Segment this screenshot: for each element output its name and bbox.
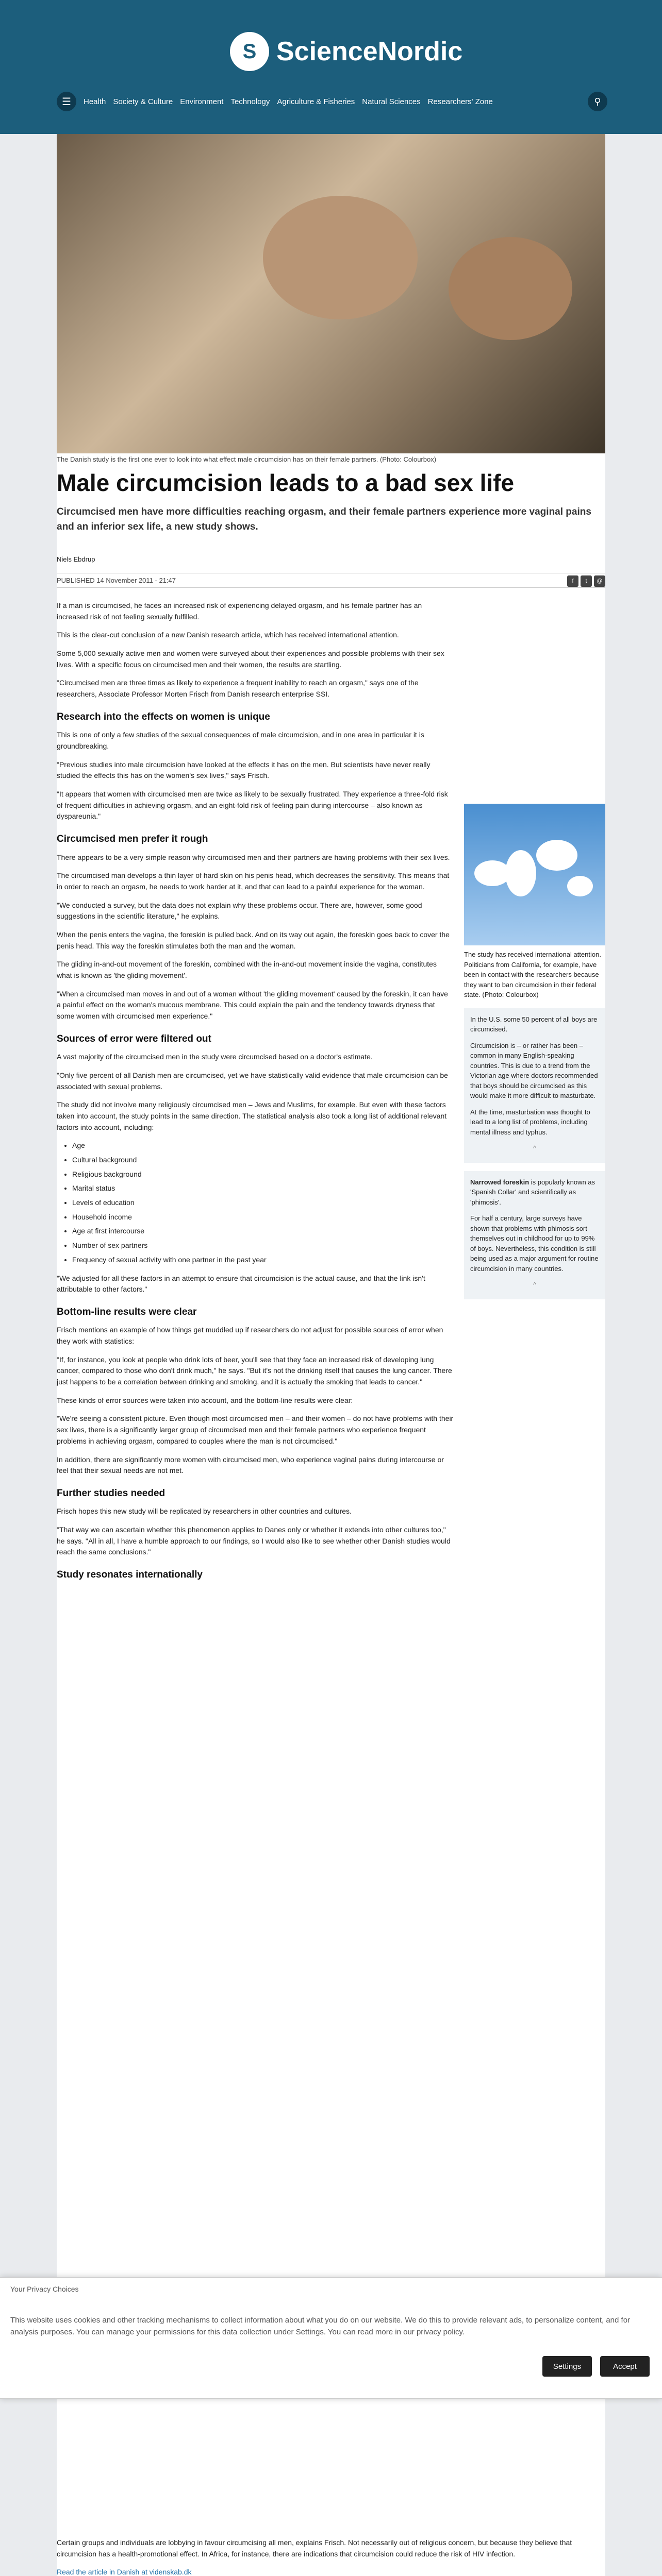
paragraph: The circumcised man develops a thin layer of hard skin on his penis head, which decreases the sensitivity. This means that in order to reach an orgasm, he needs to work harder at it, and that can lead to a painful experience for the woman.	[57, 871, 450, 891]
publish-date: PUBLISHED 14 November 2011 - 21:47	[57, 577, 176, 584]
search-icon[interactable]: ⚲	[588, 92, 607, 111]
hero-caption: The Danish study is the first one ever to look into what effect male circumcision has on their female partners. (Photo: Colourbox)	[57, 455, 437, 463]
menu-icon[interactable]: ☰	[57, 92, 76, 111]
factbox-text: Circumcision is – or rather has been – common in many English-speaking countries. This is due to a trend from the Victorian age where doctors recommended that boys should be circumcised as this would make it more difficult to masturbate.	[470, 1041, 598, 1099]
list-item: • Frequency of sexual activity with one partner in the past year	[72, 1255, 454, 1266]
paragraph: There appears to be a very simple reason why circumcised men and their partners are having problems with their sex lives.	[57, 853, 450, 861]
paragraph: If a man is circumcised, he faces an increased risk of experiencing delayed orgasm, and his female partner has an increased risk of not feeling sexually fulfilled.	[57, 601, 422, 621]
email-icon[interactable]: @	[594, 575, 605, 587]
cloud-image	[464, 804, 605, 945]
paragraph: Frisch hopes this new study will be replicated by researchers in other countries and cultures.	[57, 1507, 352, 1516]
privacy-banner	[0, 2277, 662, 2399]
nav-item-society[interactable]: Society & Culture	[113, 97, 173, 106]
paragraph: "We conducted a survey, but the data does not explain why these problems occur. There are, however, some good suggestions in the scientific literature," he explains.	[57, 901, 422, 921]
facebook-icon[interactable]: f	[567, 575, 578, 587]
list-item: • Marital status	[72, 1183, 454, 1194]
author-name[interactable]: Niels Ebdrup	[57, 555, 95, 563]
factbox-term: Narrowed foreskin	[470, 1178, 529, 1186]
paragraph: This is the clear-cut conclusion of a new Danish research article, which has received international attention.	[57, 631, 399, 639]
list-item: • Household income	[72, 1212, 454, 1223]
section-heading: Research into the effects on women is unique	[57, 711, 270, 722]
site-name: ScienceNordic	[276, 37, 463, 66]
paragraph: "Previous studies into male circumcision have looked at the effects it has on the men. But scientists have never really studied the effects this has on the women's sex lives," says Frisch.	[57, 760, 431, 780]
collapse-icon[interactable]: ^	[533, 1144, 537, 1152]
section-heading: Sources of error were filtered out	[57, 1033, 211, 1044]
list-item: • Levels of education	[72, 1197, 454, 1209]
nav-item-agriculture[interactable]: Agriculture & Fisheries	[277, 97, 355, 106]
paragraph: "We're seeing a consistent picture. Even though most circumcised men – and their women – do not have problems with their sex lives, there is a significantly larger group of circumcised men and their female partners who experience frequent problems in achieving orgasm, compared to couples where the man is not circumcised."	[57, 1414, 454, 1445]
paragraph: "If, for instance, you look at people who drink lots of beer, you'll see that they face an increased risk of developing lung cancer, compared to those who don't drink much," he says. "But it's not the drinking itself that causes the lung cancer. There just happens to be a correlation between drinking and smoking, and it is actually the smoking that leads to cancer."	[57, 1355, 452, 1386]
list-item: • Religious background	[72, 1169, 454, 1180]
factbox-circumcision	[464, 1008, 605, 1163]
section-heading: Study resonates internationally	[57, 1569, 203, 1581]
factbox-foreskin	[464, 1171, 605, 1299]
hero-image	[57, 134, 605, 453]
article-body	[57, 600, 454, 1588]
privacy-title: Your Privacy Choices	[10, 2285, 79, 2293]
paragraph: The study did not involve many religiously circumcised men – Jews and Muslims, for example. But even with these factors taken into account, the study points in the same direction. The statistical analysis also took a long list of additional relevant factors into account, including:	[57, 1100, 447, 1131]
paragraph: This is one of only a few studies of the sexual consequences of male circumcision, and in one area in particular it is groundbreaking.	[57, 731, 424, 750]
paragraph: These kinds of error sources were taken into account, and the bottom-line results were clear:	[57, 1396, 353, 1404]
site-logo[interactable]	[230, 32, 462, 71]
logo-icon: S	[230, 32, 269, 71]
paragraph: Certain groups and individuals are lobbying in favour circumcising all men, explains Frisch. Not necessarily out of religious concern, but because they believe that circumcision has a health-promotional effect. In Africa, for instance, there are indications that circumcision could reduce the risk of HIV infection.	[57, 2538, 572, 2558]
factbox-text: In the U.S. some 50 percent of all boys are circumcised.	[470, 1015, 598, 1033]
paragraph: A vast majority of the circumcised men in the study were circumcised based on a doctor's estimate.	[57, 1053, 373, 1061]
article-continuation	[57, 2537, 605, 2576]
paragraph: "We adjusted for all these factors in an attempt to ensure that circumcision is the actual cause, and that the link isn't attributable to other factors."	[57, 1274, 425, 1294]
paragraph: "It appears that women with circumcised men are twice as likely to be sexually frustrated. They experience a three-fold risk of frequent difficulties in achieving orgasm, and an eight-fold risk of feeling pain during intercourse – also known as dyspareunia."	[57, 790, 448, 821]
accept-button[interactable]: Accept	[600, 2356, 650, 2377]
paragraph: The gliding in-and-out movement of the foreskin, combined with the in-and-out movement inside the vagina, constitutes what is known as 'the gliding movement'.	[57, 960, 437, 979]
factbox-text: For half a century, large surveys have shown that problems with phimosis sort themselves out in childhood for up to 99% of boys. Nevertheless, this condition is still being used as a major argument for routine circumcision in many countries.	[470, 1214, 599, 1273]
section-heading: Circumcised men prefer it rough	[57, 834, 208, 845]
article-lead: Circumcised men have more difficulties reaching orgasm, and their female partners experience more vaginal pains and an inferior sex life, a new study shows.	[57, 506, 591, 532]
list-item: • Age	[72, 1140, 454, 1151]
nav-item-natural-sciences[interactable]: Natural Sciences	[362, 97, 421, 106]
paragraph: "Only five percent of all Danish men are circumcised, yet we have statistically valid evidence that male circumcision can be associated with sexual problems.	[57, 1071, 448, 1091]
paragraph: "That way we can ascertain whether this phenomenon applies to Danes only or whether it extends into other cultures too," he says. "All in all, I have a humble approach to our findings, so I would also like to see whether other Danish studies would reach the same conclusions."	[57, 1526, 451, 1556]
list-item: • Age at first intercourse	[72, 1226, 454, 1237]
nav-item-health[interactable]: Health	[84, 97, 106, 106]
publish-bar	[57, 573, 605, 588]
paragraph: Some 5,000 sexually active men and women were surveyed about their experiences and possible problems with their sex lives. With a specific focus on circumcised men and their women, the results are startling.	[57, 649, 444, 669]
main-nav	[57, 92, 493, 111]
share-buttons	[567, 575, 605, 587]
collapse-icon[interactable]: ^	[533, 1281, 537, 1289]
article-page	[57, 134, 605, 2576]
nav-item-environment[interactable]: Environment	[180, 97, 224, 106]
section-heading: Bottom-line results were clear	[57, 1306, 197, 1317]
read-danish-link[interactable]: Read the article in Danish at videnskab.dk	[57, 2568, 192, 2576]
paragraph: When the penis enters the vagina, the foreskin is pulled back. And on its way out again, the foreskin goes back to cover the penis head. This way the foreskin stimulates both the man and the woman.	[57, 930, 450, 950]
factbox-definition: is popularly known as 'Spanish Collar' and scientifically as 'phimosis'.	[470, 1178, 595, 1206]
twitter-icon[interactable]: t	[581, 575, 592, 587]
paragraph: "When a circumcised man moves in and out of a woman without 'the gliding movement' caused by the foreskin, it can have a painful effect on the woman's mucous membrane. This could explain the pain and the tendency towards dryness that some women with circumcised men experience."	[57, 989, 448, 1021]
nav-item-researchers-zone[interactable]: Researchers' Zone	[427, 97, 493, 106]
sidebar	[464, 804, 605, 1299]
factor-list	[57, 1140, 454, 1265]
paragraph: Frisch mentions an example of how things get muddled up if researchers do not adjust for possible sources of error when they work with statistics:	[57, 1326, 443, 1345]
privacy-text: This website uses cookies and other tracking mechanisms to collect information about what you do on our website. We do this to provide relevant ads, to personalize content, and for analysis purposes. You can manage your permissions for this data collection under Settings. You can read more in our privacy policy.	[10, 2316, 631, 2336]
list-item: • Cultural background	[72, 1155, 454, 1166]
nav-item-technology[interactable]: Technology	[230, 97, 270, 106]
factbox-text: At the time, masturbation was thought to lead to a long list of problems, including mental illness and typhus.	[470, 1108, 590, 1136]
list-item: • Number of sex partners	[72, 1240, 454, 1251]
sidebar-image-caption: The study has received international attention. Politicians from California, for example, have been in contact with the researchers because they want to ban circumcision in their federal state. (Photo: Colourbox)	[464, 951, 601, 998]
paragraph: In addition, there are significantly more women with circumcised men, who experience vaginal pains during intercourse or feel that their sexual needs are not met.	[57, 1455, 444, 1475]
page-title: Male circumcision leads to a bad sex life	[57, 469, 515, 496]
settings-button[interactable]: Settings	[542, 2356, 592, 2377]
paragraph: "Circumcised men are three times as likely to experience a frequent inability to reach an orgasm," says one of the researchers, Associate Professor Morten Frisch from Danish research enterprise SSI.	[57, 679, 419, 699]
site-header	[0, 0, 662, 134]
section-heading: Further studies needed	[57, 1487, 166, 1499]
factbox-text	[470, 1177, 599, 1208]
